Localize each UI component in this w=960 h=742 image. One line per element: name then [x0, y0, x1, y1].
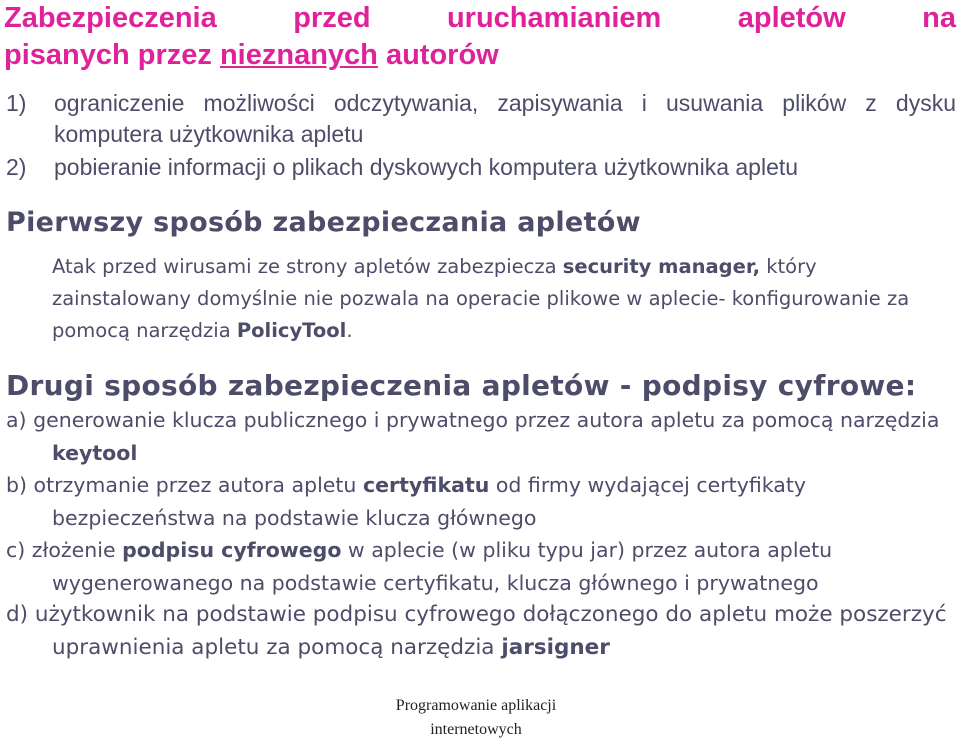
list-item-text: od firmy wydającej certyfikaty bezpieczeństwa na podstawie klucza głównego: [52, 473, 806, 530]
title-word: Zabezpieczenia: [4, 2, 217, 34]
title-underlined-word: nieznanych: [219, 39, 378, 71]
numbered-list: [6, 88, 956, 183]
list-item-text: c) złożenie: [6, 538, 123, 562]
section1-paragraph: [52, 251, 956, 347]
list-item-text: pobieranie informacji o plikach dyskowych komputera użytkownika apletu: [54, 154, 799, 180]
title-word: uruchamianiem: [446, 2, 662, 34]
section-heading-second: Drugi sposób zabezpieczenia apletów - podpisy cyfrowe:: [6, 369, 917, 402]
list-item: [6, 534, 956, 599]
list-item-text: b) otrzymanie przez autora apletu: [6, 473, 363, 497]
list-item-number: 2): [6, 154, 27, 180]
paragraph-text: który zainstalowany domyślnie nie pozwala na operacie plikowe w aplecie- konfigurowanie za pomocą narzędzia: [52, 255, 910, 342]
list-item-bold: podpisu cyfrowego: [122, 538, 342, 562]
paragraph-bold: PolicyTool: [236, 319, 347, 342]
title-line-1: [4, 0, 956, 37]
lettered-list: [6, 404, 956, 664]
title-line-2: [4, 37, 956, 74]
list-item: [6, 152, 956, 183]
title-line2-prefix: pisanych przez: [4, 39, 220, 71]
list-item-text: a) generowanie klucza publicznego i prywatnego przez autora apletu za pomocą narzędzia: [6, 408, 940, 432]
list-item: [6, 88, 956, 150]
slide-title: [4, 0, 956, 74]
list-item-number: 1): [6, 90, 27, 116]
list-item-text: d) użytkownik na podstawie podpisu cyfrowego dołączonego do apletu może poszerzyć uprawnienia apletu za pomocą narzędzia: [6, 602, 947, 660]
list-item-bold: keytool: [52, 440, 138, 465]
list-item-text: ograniczenie możliwości odczytywania, zapisywania i usuwania plików z dysku komputera użytkownika apletu: [54, 90, 956, 147]
list-item-bold: certyfikatu: [362, 473, 490, 497]
footer-text: Programowanie aplikacji internetowych: [395, 697, 557, 738]
paragraph-text: .: [346, 319, 353, 342]
title-word: przed: [293, 2, 371, 34]
list-item-text: w aplecie (w pliku typu jar) przez autora apletu wygenerowanego na podstawie certyfikatu, klucza głównego i prywatnego: [52, 538, 833, 595]
section-heading-first: Pierwszy sposób zabezpieczania apletów: [6, 207, 641, 238]
title-word: apletów: [737, 2, 846, 34]
title-word: na: [922, 2, 956, 34]
list-item: [6, 599, 956, 664]
list-item: [6, 469, 956, 534]
paragraph-bold: security manager,: [562, 255, 761, 278]
list-item: [6, 404, 956, 469]
list-item-bold: jarsigner: [501, 634, 610, 660]
title-line2-suffix: autorów: [377, 39, 499, 71]
paragraph-text: Atak przed wirusami ze strony apletów zabezpiecza: [52, 255, 563, 278]
